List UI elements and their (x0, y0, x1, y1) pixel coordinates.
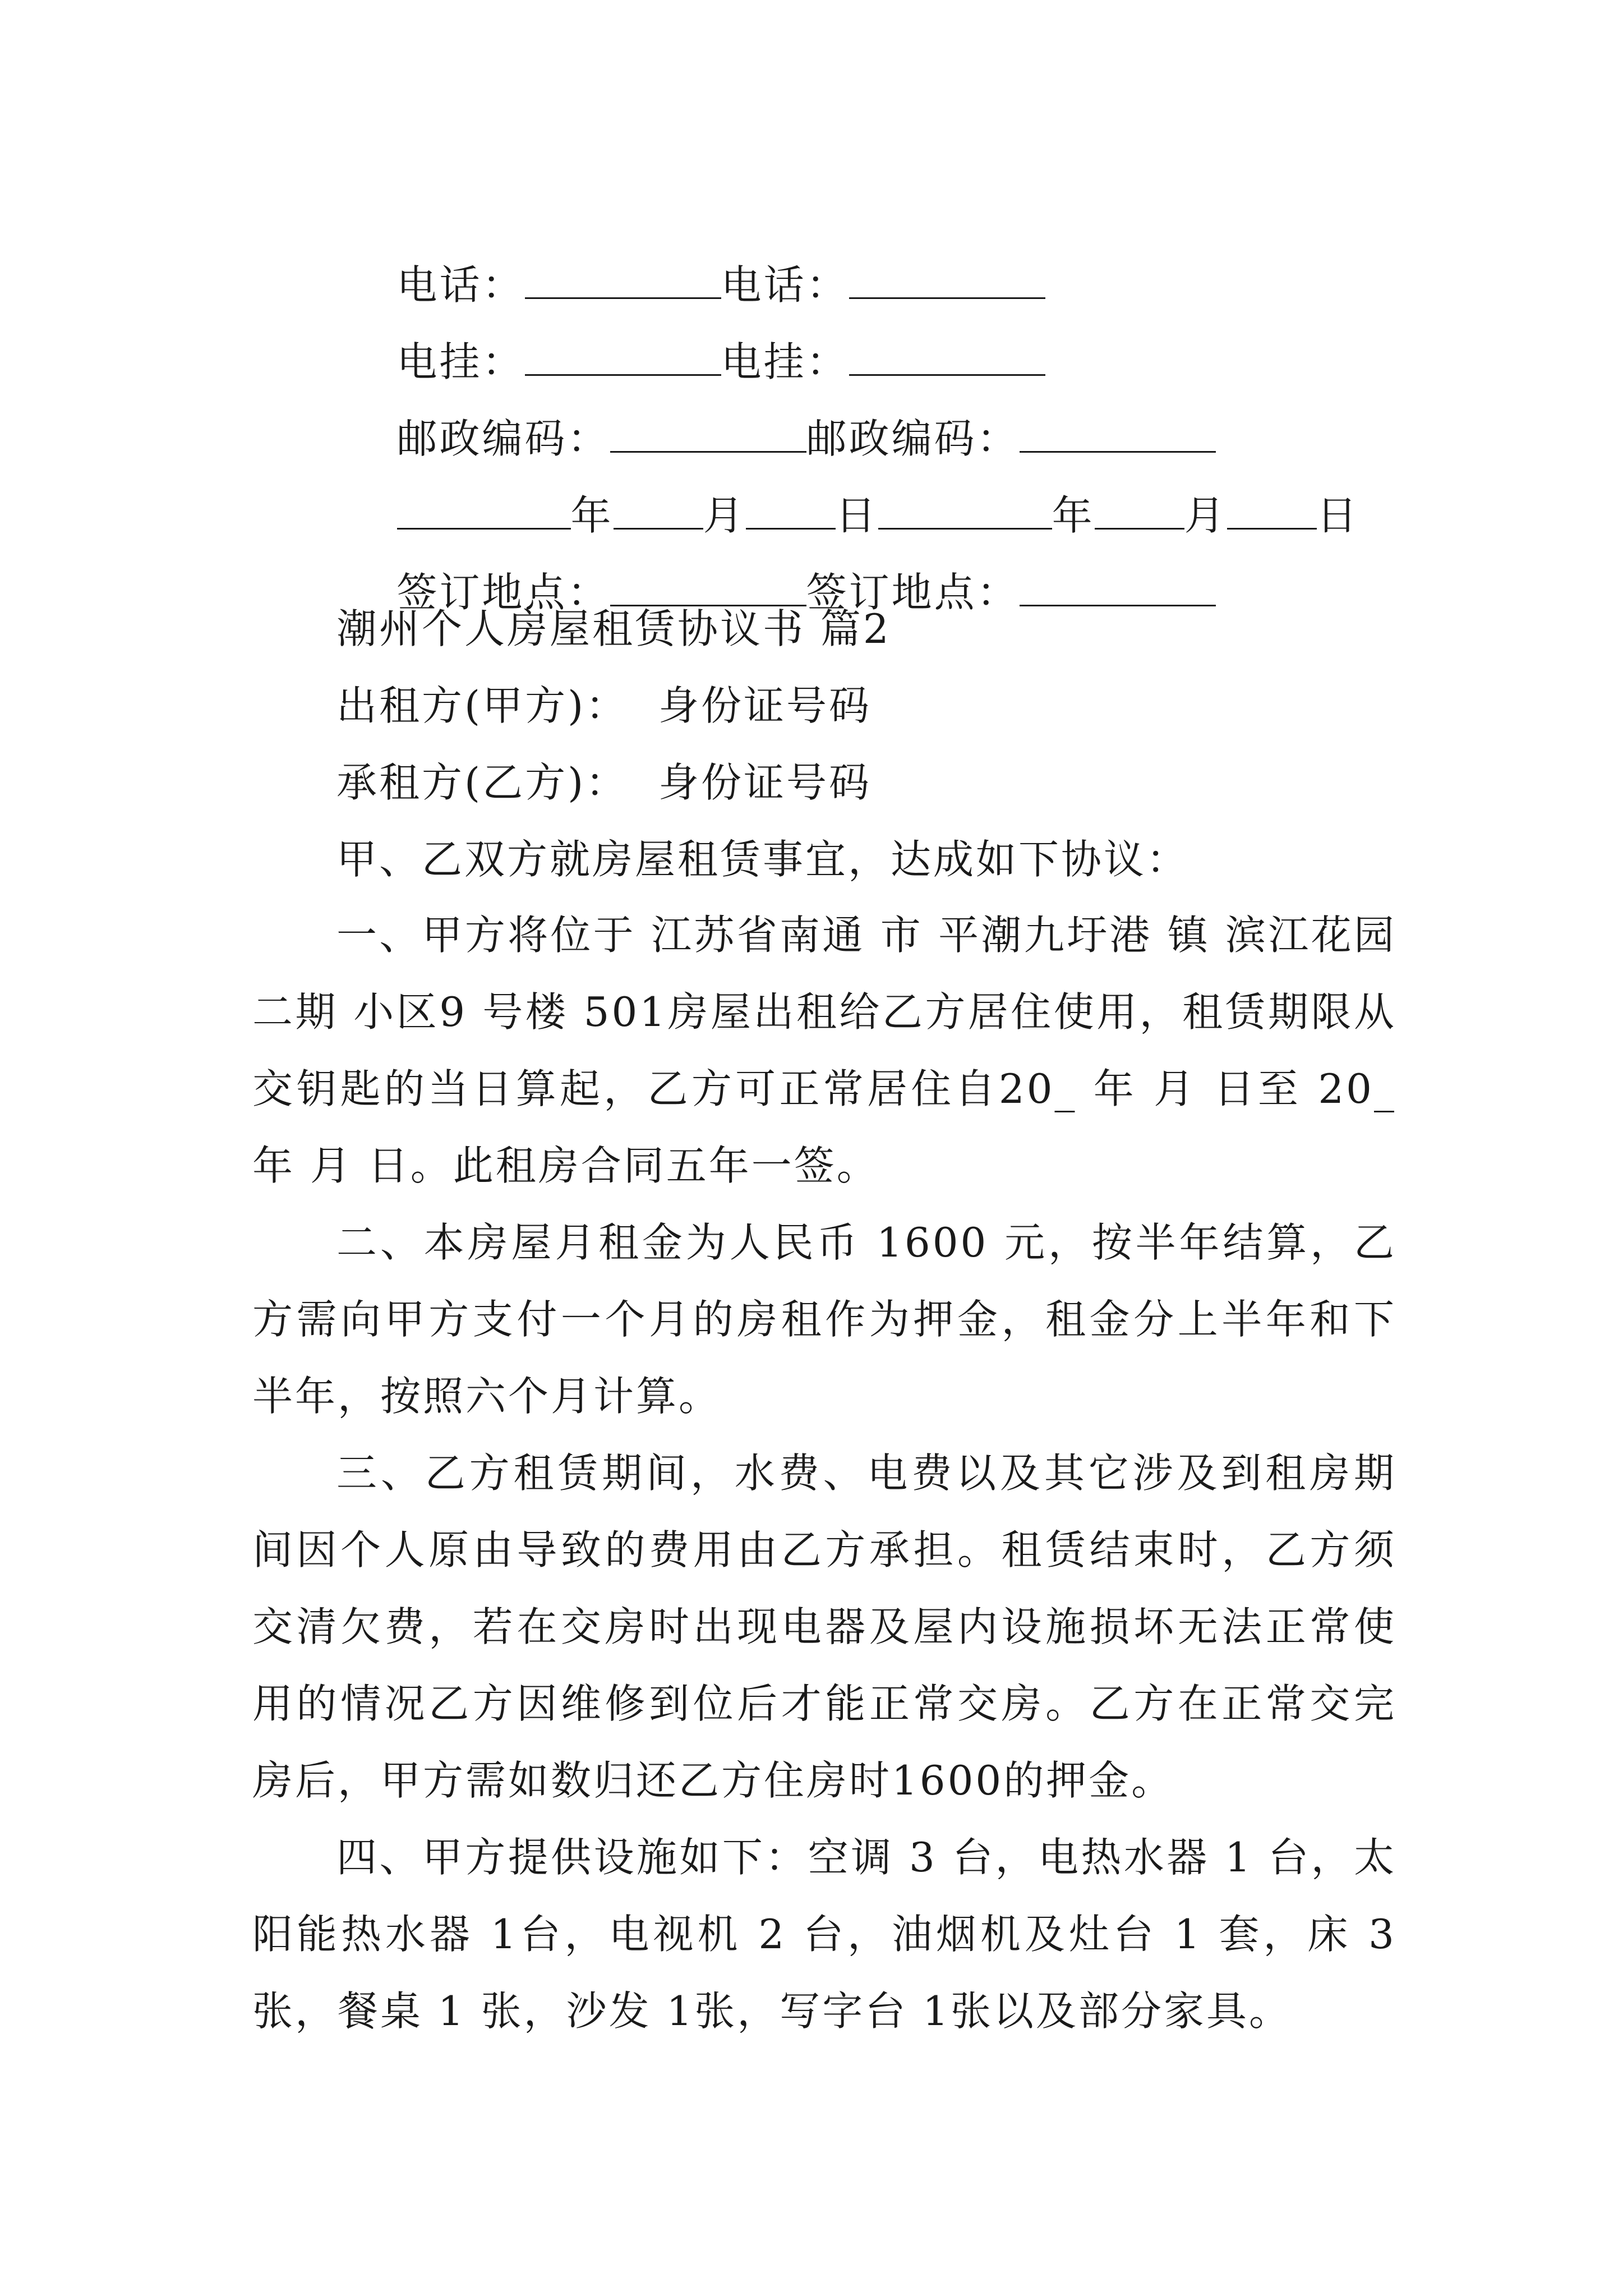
section-title: 潮州个人房屋租赁协议书 篇2 (336, 605, 891, 652)
fax-label-left: 电挂： (396, 338, 525, 385)
clause-1: 一、甲方将位于 江苏省南通 市 平潮九圩港 镇 滨江花园二期 小区9 号楼 501房屋出租给乙方居住使用，租赁期限从交钥匙的当日算起，乙方可正常居住自20_ 年 月 日至 20_ 年 月 日。此租房合同五年一签。 (252, 912, 1396, 1189)
postcode-blank-right (1020, 420, 1216, 453)
lessor-line: 出租方(甲方)： 身份证号码 (336, 682, 872, 729)
sign-place-label-left: 签订地点： (396, 569, 610, 616)
day-blank-right (1227, 496, 1317, 530)
phone-blank-left (525, 266, 721, 299)
day-blank-left (746, 496, 836, 530)
year-blank-left (397, 496, 571, 530)
phone-label-right: 电话： (721, 261, 849, 309)
year-label-right: 年 (1052, 492, 1095, 539)
sign-place-blank-left (610, 573, 806, 606)
sign-place-blank-right (1020, 573, 1216, 606)
intro-line: 甲、乙双方就房屋租赁事宜，达成如下协议： (336, 836, 1189, 883)
sign-place-label-right: 签订地点： (806, 569, 1020, 616)
clause-4: 四、甲方提供设施如下：空调 3 台，电热水器 1 台，太阳能热水器 1台，电视机 2 台，油烟机及灶台 1 套，床 3 张，餐桌 1 张，沙发 1张，写字台 1张以及部分家具。 (252, 1834, 1396, 2035)
day-label-left: 日 (835, 492, 878, 539)
clause-2: 二、本房屋月租金为人民币 1600 元，按半年结算，乙方需向甲方支付一个月的房租作为押金，租金分上半年和下半年，按照六个月计算。 (252, 1219, 1396, 1420)
year-label-left: 年 (570, 492, 614, 539)
month-label-left: 月 (703, 492, 746, 539)
fax-label-right: 电挂： (721, 338, 849, 385)
phone-blank-right (849, 266, 1045, 299)
postcode-blank-left (610, 420, 806, 453)
day-label-right: 日 (1316, 492, 1359, 539)
postcode-label-right: 邮政编码： (806, 415, 1020, 462)
year-blank-right (878, 496, 1052, 530)
lessee-line: 承租方(乙方)： 身份证号码 (336, 759, 872, 806)
month-blank-right (1095, 496, 1184, 530)
month-label-right: 月 (1184, 492, 1227, 539)
fax-blank-left (525, 343, 721, 376)
clause-3: 三、乙方租赁期间，水费、电费以及其它涉及到租房期间因个人原由导致的费用由乙方承担。租赁结束时，乙方须交清欠费，若在交房时出现电器及屋内设施损坏无法正常使用的情况乙方因维修到位后才能正常交房。乙方在正常交完房后，甲方需如数归还乙方住房时1600的押金。 (252, 1450, 1396, 1804)
postcode-label-left: 邮政编码： (396, 415, 610, 462)
fax-blank-right (849, 343, 1045, 376)
phone-label-left: 电话： (396, 261, 525, 309)
month-blank-left (614, 496, 703, 530)
